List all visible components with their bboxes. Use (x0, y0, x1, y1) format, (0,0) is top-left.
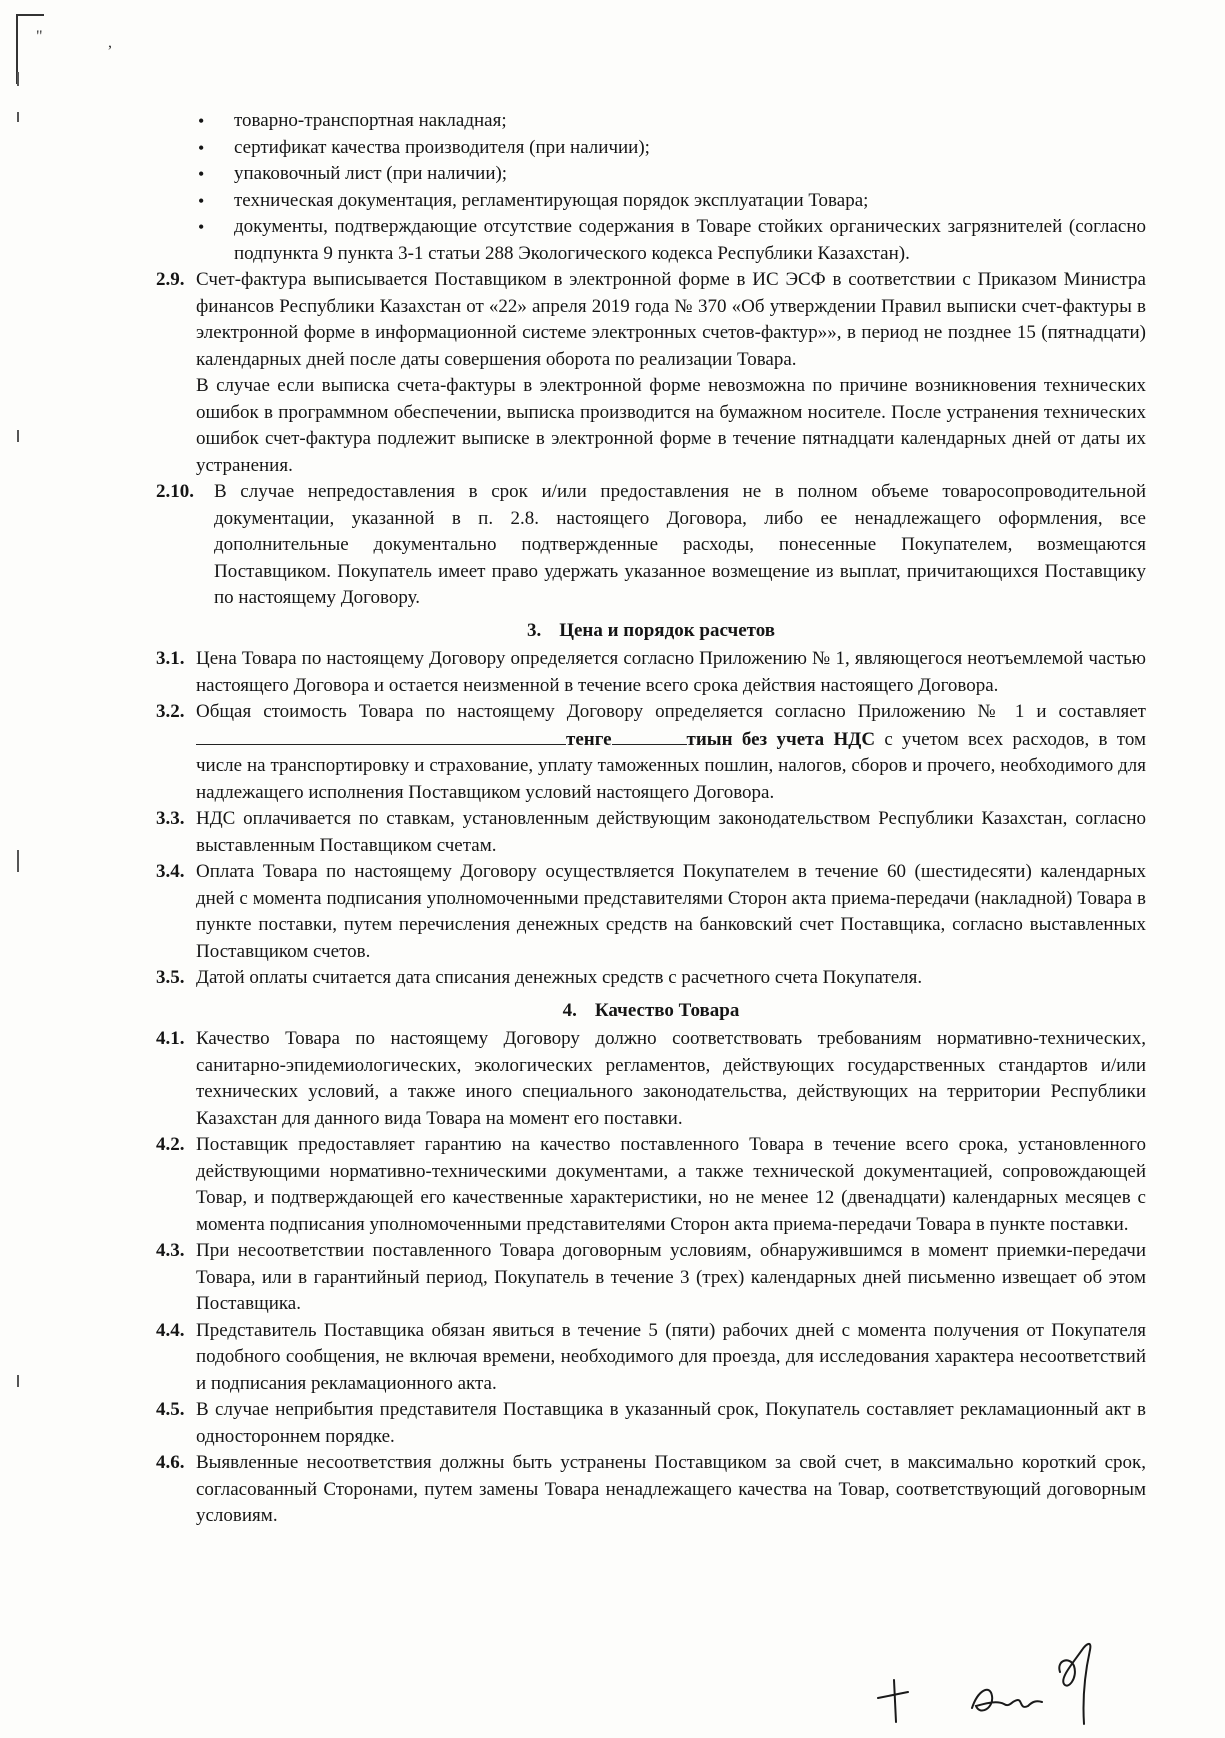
clause-text: с учетом всех расходов, в том числе на транспортировку и страхование, уплату таможенных пошлин, налогов, сборов и прочего, необходимого для надлежащего исполнения Поставщиком условий настоящего Договора. (196, 728, 1146, 803)
clause-4-5 (156, 1397, 1146, 1450)
scan-corner-mark (16, 14, 44, 84)
section-title: Качество Товара (594, 999, 740, 1021)
clause-text: При несоответствии поставленного Товара договорным условиям, обнаружившимся в момент приемки-передачи Товара, или в гарантийный период, Покупатель в течение 3 (трех) календарных дней письменно извещает об этом Поставщика. (196, 1240, 1146, 1314)
scan-margin-mark (17, 112, 19, 122)
clause-text: Представитель Поставщика обязан явиться в течение 5 (пяти) рабочих дней с момента получения от Покупателя подобного сообщения, не включая времени, необходимого для проезда, для исследования характера несоответствий и подписания рекламационного акта. (196, 1319, 1146, 1394)
clause-2-10 (156, 479, 1146, 612)
clause-text: В случае непредоставления в срок и/или предоставления не в полном объеме товаросопроводительной документации, указанной в п. 2.8. настоящего Договора, либо ее ненадлежащего оформления, все дополнительные документально подтвержденные расходы, понесенные Покупателем, возмещаются Поставщиком. Покупатель имеет право удержать указанное возмещение из выплат, причитающихся Поставщику по настоящему Договору. (214, 481, 1146, 608)
clause-number: 3.5. (156, 967, 185, 988)
clause-text: Оплата Товара по настоящему Договору осуществляется Покупателем в течение 60 (шестидесяти) календарных дней с момента подписания уполномоченными представителями Сторон акта приема-передачи (накладной) Товара в пункте поставки, путем перечисления денежных средств на банковский счет Поставщика, согласно выставленных Поставщиком счетов. (196, 861, 1146, 962)
document-list (198, 108, 1146, 267)
clause-3-2 (156, 699, 1146, 806)
section-number: 4. (562, 999, 577, 1021)
scan-speck: " (36, 28, 43, 45)
clause-3-4 (156, 859, 1146, 965)
scan-margin-mark (17, 1375, 19, 1387)
list-item: • упаковочный лист (при наличии); (198, 161, 1146, 188)
section-heading (156, 998, 1146, 1025)
list-item: • сертификат качества производителя (при наличии); (198, 135, 1146, 162)
clause-4-3 (156, 1238, 1146, 1318)
clause-4-6 (156, 1450, 1146, 1530)
currency-tenge: тенге (566, 728, 612, 750)
handwritten-signature-icon (860, 1620, 1180, 1730)
clause-number: 2.10. (156, 481, 194, 502)
clause-3-1 (156, 646, 1146, 699)
section-heading (156, 618, 1146, 645)
section-number: 3. (526, 619, 542, 641)
clause-text: В случае если выписка счета-фактуры в электронной форме невозможна по причине возникновения технических ошибок в программном обеспечении, выписка производится на бумажном носителе. После устранения технических ошибок счет-фактура подлежит выписке в электронной форме в течение пятнадцати календарных дней от даты их устранения. (196, 375, 1146, 476)
list-item: • товарно-транспортная накладная; (198, 108, 1146, 135)
scan-margin-mark (17, 850, 19, 872)
section-title: Цена и порядок расчетов (559, 619, 776, 641)
clause-4-4 (156, 1318, 1146, 1398)
scan-margin-mark (17, 72, 19, 86)
clause-number: 4.3. (156, 1240, 185, 1261)
clause-number: 4.1. (156, 1028, 185, 1049)
clause-text: Датой оплаты считается дата списания денежных средств с расчетного счета Покупателя. (196, 967, 923, 988)
document-body (156, 108, 1146, 1530)
clause-number: 4.6. (156, 1452, 185, 1473)
list-item: • документы, подтверждающие отсутствие содержания в Товаре стойких органических загрязнителей (согласно подпункта 9 пункта 3-1 статьи 288 Экологического кодекса Республики Казахстан). (198, 214, 1146, 267)
signature-initials (860, 1620, 1180, 1730)
clause-number: 4.4. (156, 1319, 185, 1341)
clause-3-5 (156, 965, 1146, 992)
amount-blank (196, 726, 566, 745)
clause-text: Цена Товара по настоящему Договору определяется согласно Приложению № 1, являющегося неотъемлемой частью настоящего Договора и остается неизменной в течение всего срока действия настоящего Договора. (196, 648, 1146, 696)
currency-tiyn: тиын без учета НДС (686, 728, 876, 750)
scan-margin-mark (17, 430, 19, 442)
clause-text: Счет-фактура выписывается Поставщиком в электронной форме в ИС ЭСФ в соответствии с Приказом Министра финансов Республики Казахстан от «22» апреля 2019 года № 370 «Об утверждении Правил выписки счет-фактуры в электронной форме в информационной системе электронных счетов-фактур»», в период не позднее 15 (пятнадцати) календарных дней после даты совершения оборота по реализации Товара. (196, 269, 1146, 370)
clause-text: Общая стоимость Товара по настоящему Договору определяется согласно Приложению № 1 и составляет (196, 701, 1146, 722)
clause-4-1 (156, 1026, 1146, 1132)
clause-number: 2.9. (156, 269, 185, 290)
clause-4-2 (156, 1132, 1146, 1238)
list-item: • техническая документация, регламентирующая порядок эксплуатации Товара; (198, 188, 1146, 215)
clause-text: Поставщик предоставляет гарантию на качество поставленного Товара в течение всего срока, установленного действующими нормативно-техническими документами, а также технической документацией, сопровождающей Товар, и подтверждающей его качественные характеристики, но не менее 12 (двенадцати) календарных месяцев с момента подписания уполномоченными представителями Сторон акта приема-передачи Товара в пункте поставки. (196, 1134, 1146, 1235)
clause-number: 4.2. (156, 1134, 185, 1155)
clause-3-3 (156, 806, 1146, 859)
clause-text: НДС оплачивается по ставкам, установленным действующим законодательством Республики Казахстан, согласно выставленным Поставщиком счетам. (196, 808, 1146, 856)
clause-number: 3.2. (156, 701, 185, 722)
clause-number: 3.1. (156, 648, 185, 669)
scan-speck: , (108, 34, 112, 51)
clause-text: В случае неприбытия представителя Поставщика в указанный срок, Покупатель составляет рекламационный акт в одностороннем порядке. (196, 1399, 1146, 1447)
clause-2-9 (156, 267, 1146, 479)
amount-blank (612, 726, 687, 745)
clause-number: 3.4. (156, 861, 185, 882)
clause-text: Качество Товара по настоящему Договору должно соответствовать требованиям нормативно-технических, санитарно-эпидемиологических, экологических регламентов, действующих государственных стандартов и/или технических условий, а также иного специального законодательства, действующих на территории Республики Казахстан для данного вида Товара на момент его поставки. (196, 1028, 1146, 1129)
clause-text: Выявленные несоответствия должны быть устранены Поставщиком за свой счет, в максимально короткий срок, согласованный Сторонами, путем замены Товара ненадлежащего качества на Товар, соответствующий договорным условиям. (196, 1452, 1146, 1526)
clause-number: 4.5. (156, 1399, 185, 1420)
clause-number: 3.3. (156, 808, 185, 829)
